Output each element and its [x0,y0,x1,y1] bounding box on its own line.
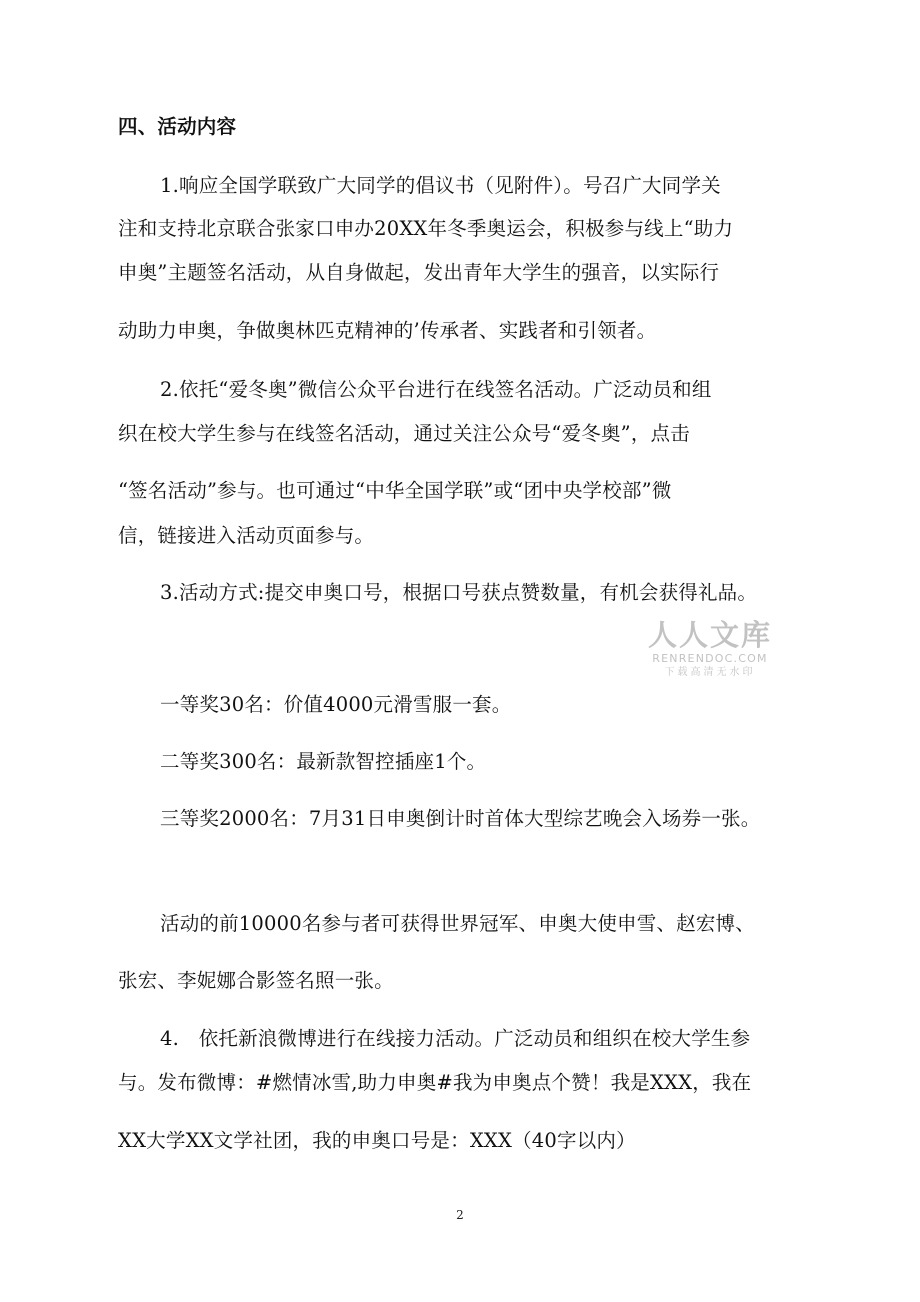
watermark-title: 人人文库 [647,618,772,652]
item2-line-4: 信，链接进入活动页面参与。 [118,524,375,547]
bonus-line-2: 张宏、李妮娜合影签名照一张。 [118,969,394,992]
item4-line-2: 与。发布微博：#燃情冰雪,助力申奥#我为申奥点个赞！我是XXX，我在 [118,1071,752,1094]
item2-line-2: 织在校大学生参与在线签名活动，通过关注公众号“爱冬奥”，点击 [118,422,690,445]
item4-line-1: 4. 依托新浪微博进行在线接力活动。广泛动员和组织在校大学生参 [160,1027,751,1050]
item1-line-1: 1.响应全国学联致广大同学的倡议书（见附件）。号召广大同学关 [160,174,721,197]
watermark-subtitle: 下载高清无水印 [664,667,756,678]
prize-first: 一等奖30名：价值4000元滑雪服一套。 [160,693,512,716]
page-number: 2 [456,1208,464,1222]
bonus-line-1: 活动的前10000名参与者可获得世界冠军、申奥大使申雪、赵宏博、 [160,912,755,935]
section-heading: 四、活动内容 [118,115,237,138]
item1-line-2: 注和支持北京联合张家口申办20XX年冬季奥运会，积极参与线上“助力 [118,217,734,240]
watermark-domain: RENRENDOC.COM [652,652,768,665]
item1-line-3: 申奥”主题签名活动，从自身做起，发出青年大学生的强音，以实际行 [118,261,720,284]
item4-line-3: XX大学XX文学社团，我的申奥口号是：XXX（40字以内） [118,1129,636,1152]
prize-second: 二等奖300名：最新款智控插座1个。 [160,750,487,773]
item2-line-3: “签名活动”参与。也可通过“中华全国学联”或“团中央学校部”微 [118,479,672,502]
watermark-logo [646,618,774,679]
item2-line-1: 2.依托“爱冬奥”微信公众平台进行在线签名活动。广泛动员和组 [160,378,712,401]
item1-line-4: 动助力申奥，争做奥林匹克精神的’传承者、实践者和引领者。 [118,319,657,342]
item3-line: 3.活动方式:提交申奥口号，根据口号获点赞数量，有机会获得礼品。 [160,581,758,604]
prize-third: 三等奖2000名：7月31日申奥倒计时首体大型综艺晚会入场券一张。 [160,807,761,830]
